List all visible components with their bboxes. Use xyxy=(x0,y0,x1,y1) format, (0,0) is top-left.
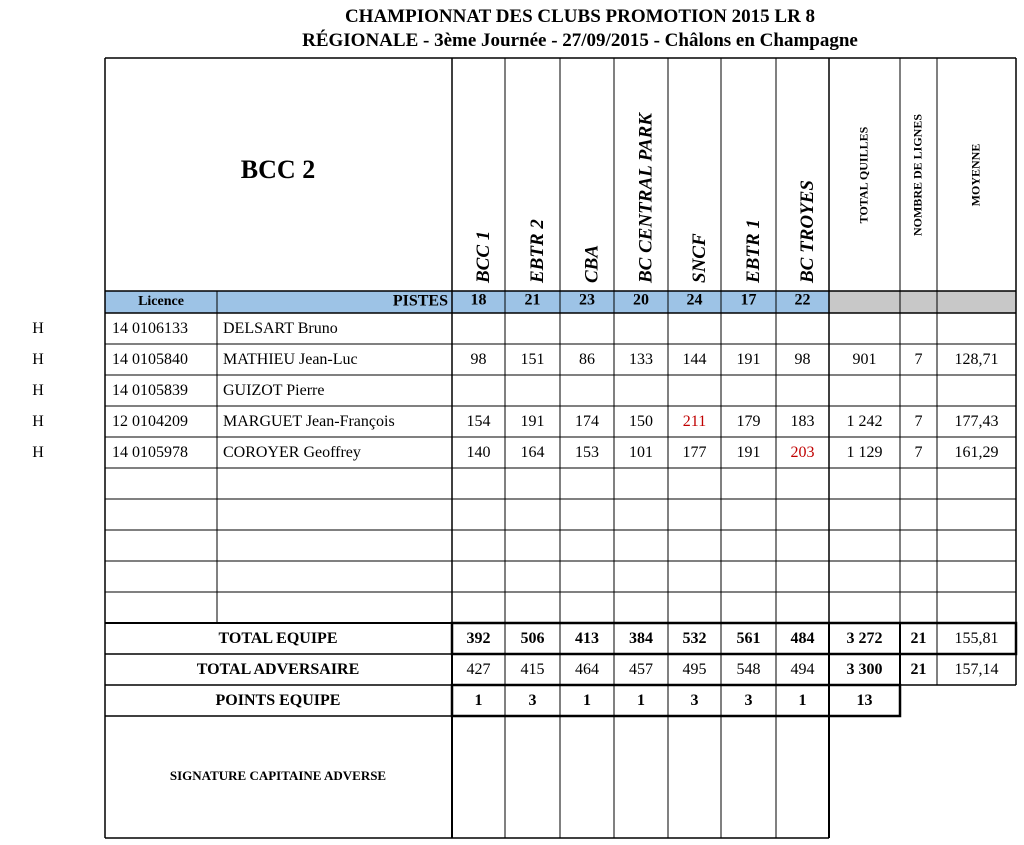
player-name: GUIZOT Pierre xyxy=(223,382,325,400)
player-lines: 7 xyxy=(914,444,923,462)
opponent-header: BCC 1 xyxy=(472,230,494,283)
player-score: 211 xyxy=(682,413,707,431)
signature-label: SIGNATURE CAPITAINE ADVERSE xyxy=(169,767,387,783)
points-equipe-label: POINTS EQUIPE xyxy=(215,692,341,710)
points-equipe-value: 1 xyxy=(798,692,807,710)
total-adversaire-lines: 21 xyxy=(910,661,927,679)
total-adversaire-label: TOTAL ADVERSAIRE xyxy=(196,661,360,679)
player-licence: 14 0105840 xyxy=(112,351,188,369)
player-score: 174 xyxy=(575,413,599,431)
total-equipe-lines: 21 xyxy=(910,630,927,648)
pistes-label: PISTES xyxy=(392,292,448,310)
total-equipe-label: TOTAL EQUIPE xyxy=(218,630,338,648)
total-equipe-value: 392 xyxy=(466,630,491,648)
player-score: 144 xyxy=(682,351,707,369)
player-licence: 12 0104209 xyxy=(112,413,188,431)
player-score: 151 xyxy=(520,351,545,369)
summary-header: NOMBRE DE LIGNES xyxy=(910,113,925,237)
player-licence: 14 0105839 xyxy=(112,382,188,400)
player-score: 203 xyxy=(790,444,815,462)
total-equipe-value: 384 xyxy=(629,630,653,648)
player-lines: 7 xyxy=(914,351,923,369)
player-flag: H xyxy=(32,320,44,338)
points-equipe-value: 1 xyxy=(474,692,483,710)
player-name: DELSART Bruno xyxy=(223,320,338,338)
points-equipe-total: 13 xyxy=(856,692,873,710)
player-score: 179 xyxy=(736,413,761,431)
player-average: 128,71 xyxy=(954,351,999,369)
player-total: 1 242 xyxy=(846,413,883,431)
total-adversaire-value: 427 xyxy=(466,661,491,679)
player-flag: H xyxy=(32,444,44,462)
pistes-band xyxy=(105,291,829,313)
sheet-title: CHAMPIONNAT DES CLUBS PROMOTION 2015 LR 8 xyxy=(344,6,816,27)
total-adversaire-total: 3 300 xyxy=(846,661,883,679)
player-score: 133 xyxy=(629,351,653,369)
player-total: 1 129 xyxy=(846,444,883,462)
player-score: 191 xyxy=(520,413,545,431)
player-score: 177 xyxy=(682,444,707,462)
piste-number: 22 xyxy=(794,291,811,309)
total-equipe-value: 532 xyxy=(682,630,707,648)
total-adversaire-value: 548 xyxy=(736,661,761,679)
points-equipe-value: 1 xyxy=(583,692,591,710)
summary-header: TOTAL QUILLES xyxy=(856,126,871,224)
piste-number: 20 xyxy=(633,291,649,309)
opponent-header: BC TROYES xyxy=(796,180,818,283)
total-equipe-value: 484 xyxy=(790,630,815,648)
player-name: COROYER Geoffrey xyxy=(223,444,361,462)
player-licence: 14 0105978 xyxy=(112,444,188,462)
player-score: 164 xyxy=(520,444,545,462)
opponent-header: SNCF xyxy=(688,233,710,283)
player-score: 98 xyxy=(470,351,487,369)
player-score: 154 xyxy=(466,413,491,431)
player-score: 101 xyxy=(629,444,653,462)
team-name: BCC 2 xyxy=(240,154,316,184)
player-total: 901 xyxy=(852,351,877,369)
sheet-subtitle: RÉGIONALE - 3ème Journée - 27/09/2015 - Châlons en Champagne xyxy=(302,30,858,51)
licence-label: Licence xyxy=(138,294,184,310)
points-equipe-value: 3 xyxy=(528,692,537,710)
points-equipe-box xyxy=(452,685,900,716)
piste-number: 24 xyxy=(686,291,703,309)
player-flag: H xyxy=(32,413,44,431)
piste-number: 18 xyxy=(470,291,487,309)
total-adversaire-value: 457 xyxy=(629,661,653,679)
piste-number: 23 xyxy=(579,291,595,309)
opponent-header: BC CENTRAL PARK xyxy=(635,113,657,283)
opponent-header: CBA xyxy=(581,244,603,283)
total-equipe-total: 3 272 xyxy=(846,630,883,648)
total-adversaire-value: 494 xyxy=(790,661,815,679)
points-equipe-value: 3 xyxy=(690,692,699,710)
total-adversaire-average: 157,14 xyxy=(954,661,999,679)
player-flag: H xyxy=(32,351,44,369)
total-adversaire-value: 464 xyxy=(575,661,599,679)
total-equipe-average: 155,81 xyxy=(954,630,999,648)
player-average: 161,29 xyxy=(954,444,999,462)
piste-number: 17 xyxy=(740,291,757,309)
total-equipe-value: 506 xyxy=(520,630,545,648)
summary-band xyxy=(829,291,1016,313)
total-adversaire-value: 495 xyxy=(682,661,707,679)
player-licence: 14 0106133 xyxy=(112,320,188,338)
total-adversaire-value: 415 xyxy=(520,661,545,679)
total-equipe-value: 413 xyxy=(575,630,599,648)
points-equipe-value: 1 xyxy=(637,692,645,710)
player-score: 191 xyxy=(736,351,761,369)
player-name: MATHIEU Jean-Luc xyxy=(223,351,358,369)
player-score: 86 xyxy=(579,351,595,369)
piste-number: 21 xyxy=(524,291,541,309)
opponent-header: EBTR 2 xyxy=(526,219,548,283)
player-lines: 7 xyxy=(914,413,923,431)
player-score: 150 xyxy=(629,413,653,431)
player-average: 177,43 xyxy=(954,413,999,431)
player-flag: H xyxy=(32,382,44,400)
opponent-header: EBTR 1 xyxy=(742,219,764,283)
total-equipe-value: 561 xyxy=(736,630,761,648)
player-name: MARGUET Jean-François xyxy=(223,413,395,431)
player-score: 153 xyxy=(575,444,599,462)
player-score: 183 xyxy=(790,413,815,431)
summary-header: MOYENNE xyxy=(968,143,983,207)
player-score: 140 xyxy=(466,444,491,462)
player-score: 98 xyxy=(794,351,811,369)
points-equipe-value: 3 xyxy=(744,692,753,710)
player-score: 191 xyxy=(736,444,761,462)
